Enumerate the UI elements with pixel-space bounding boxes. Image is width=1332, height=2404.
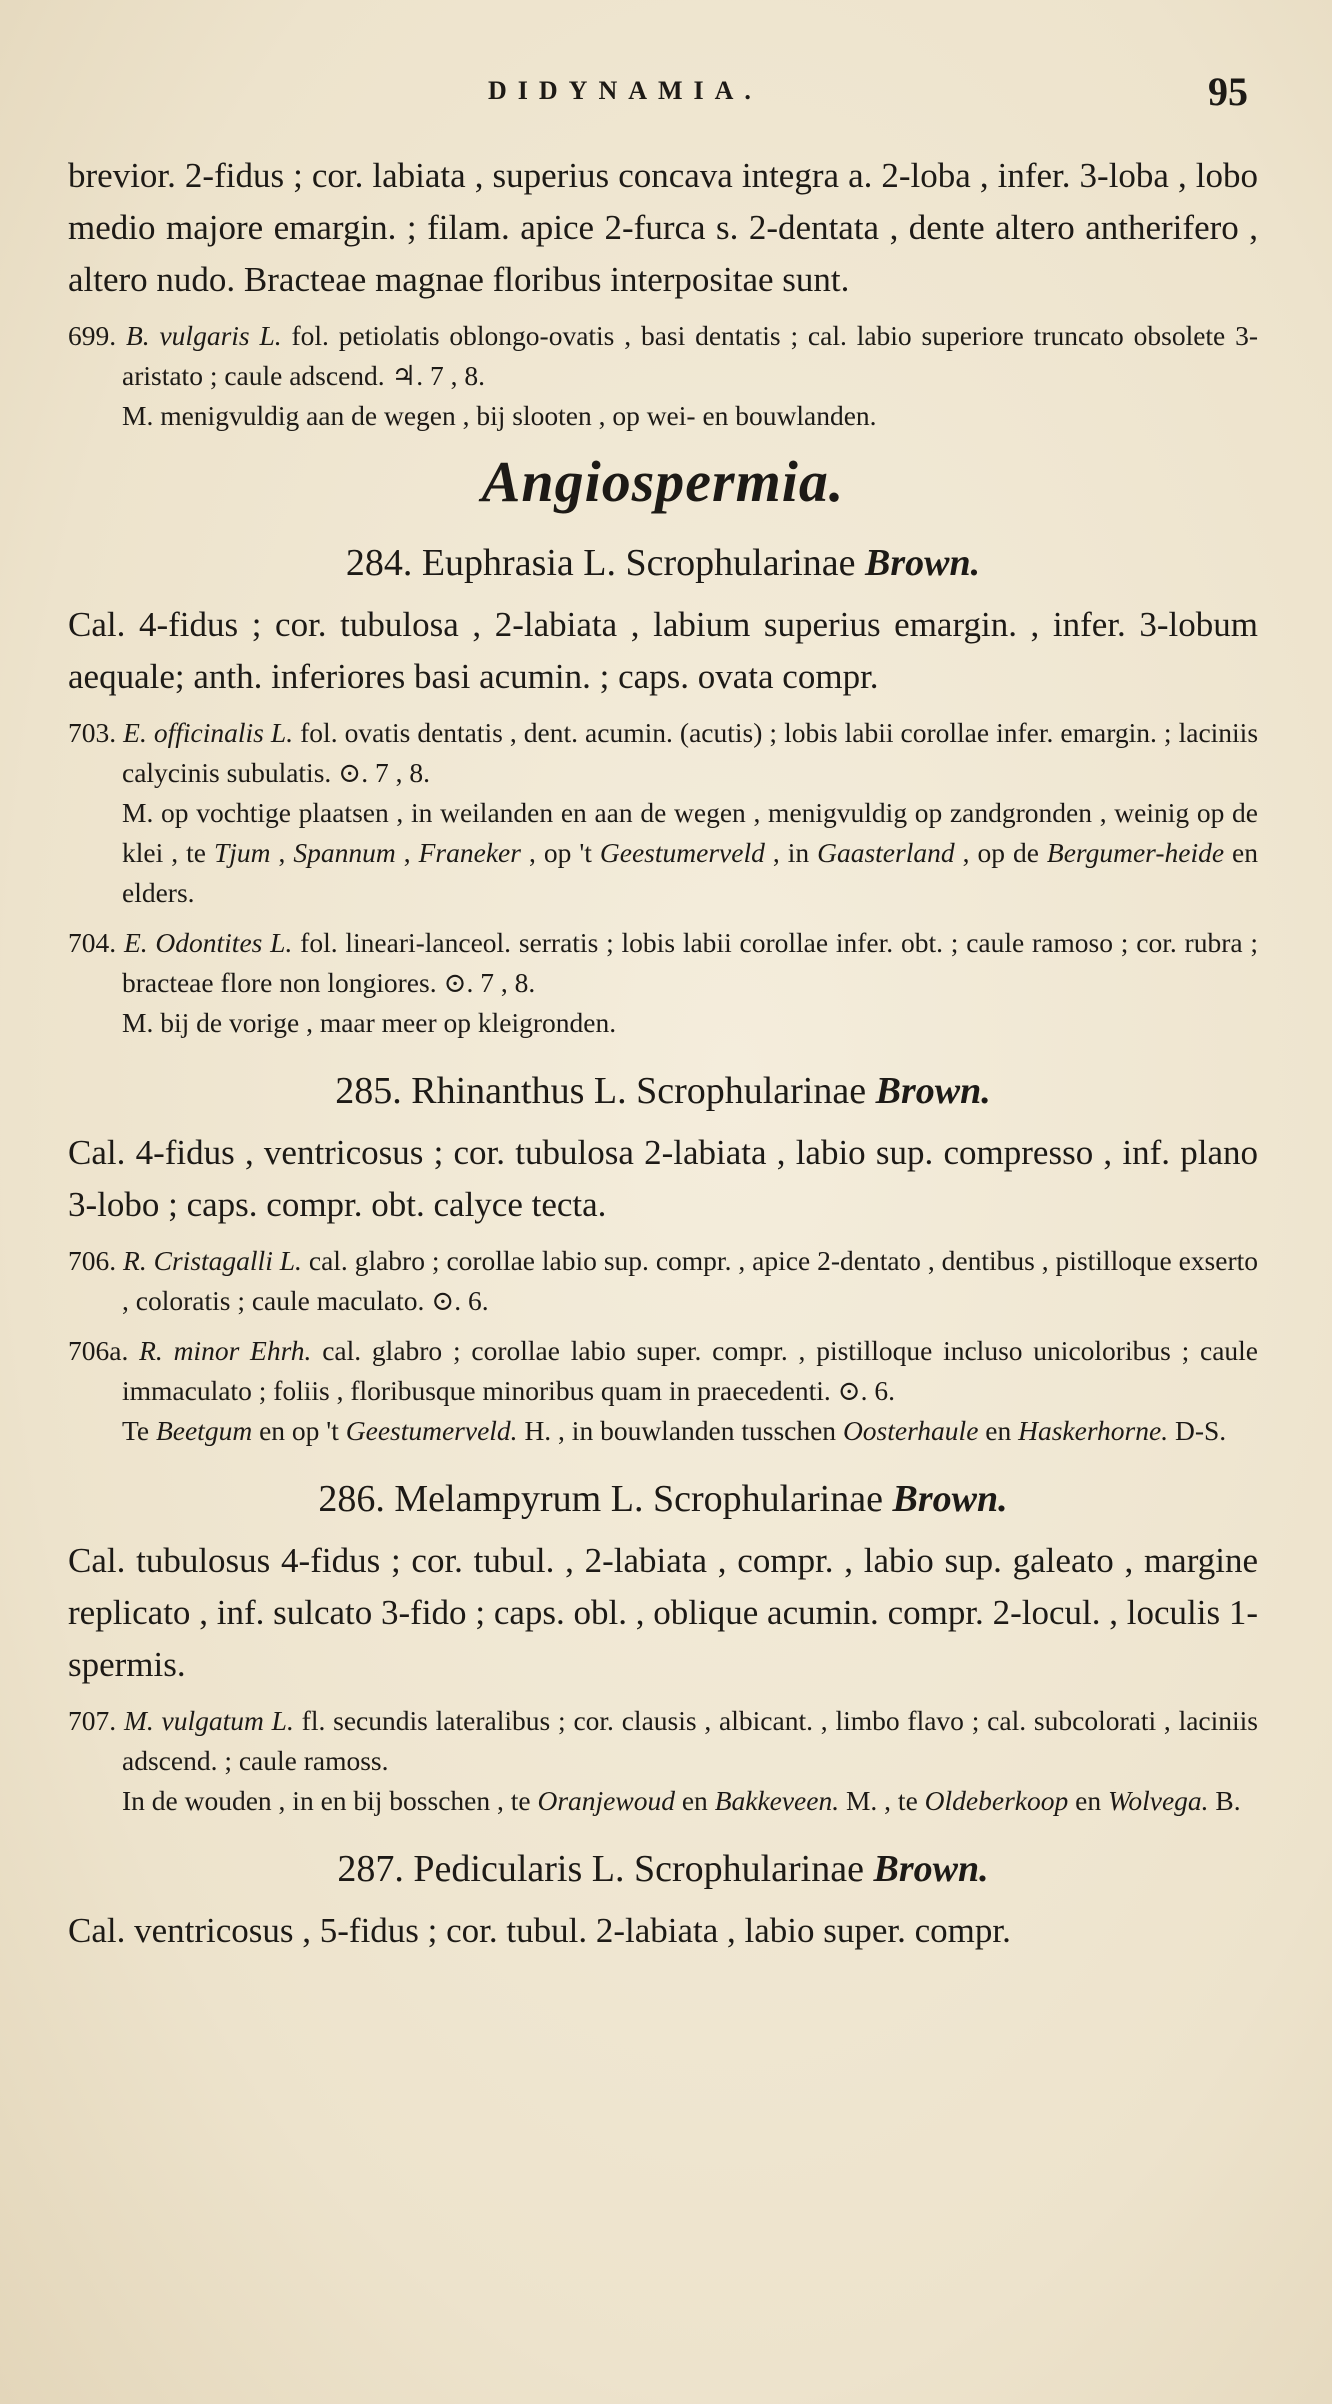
page-number: 95 (1208, 69, 1248, 114)
note-text: en op 't (252, 1415, 346, 1446)
note-text: In de wouden , in en bij bosschen , te (122, 1785, 538, 1816)
species-name: R. minor Ehrh. (139, 1335, 312, 1366)
genus-heading-author: Brown. (873, 1848, 989, 1890)
page-header (68, 69, 1248, 122)
species-707 (68, 1701, 1258, 1781)
place-name: Bakkeveen. (714, 1785, 840, 1816)
species-name: R. Cristagalli L. (123, 1245, 302, 1276)
species-706a (68, 1331, 1258, 1411)
species-number: 707. (68, 1705, 117, 1736)
genus-heading-text: 287. Pedicularis L. Scrophularinae (337, 1848, 864, 1890)
place-name: Geestumerveld. (345, 1415, 518, 1446)
species-description: fl. secundis lateralibus ; cor. clausis , albicant. , limbo flavo ; cal. subcolorati , laciniis adscend. ; caule ramoss. (122, 1705, 1259, 1776)
locality-note-703 (68, 793, 1258, 913)
intro-paragraph: brevior. 2-fidus ; cor. labiata , superius concava integra a. 2-loba , infer. 3-loba , lobo medio majore emargin. ; filam. apice 2-furca s. 2-dentata , dente altero antherifero , altero nudo. Bracteae magnae floribus interpositae sunt. (68, 156, 1258, 299)
page-content (68, 150, 1258, 1957)
genus-description-285: Cal. 4-fidus , ventricosus ; cor. tubulosa 2-labiata , labio sup. compresso , inf. plano 3-lobo ; caps. compr. obt. calyce tecta. (68, 1133, 1258, 1224)
species-name: M. vulgatum L. (123, 1705, 294, 1736)
species-706 (68, 1241, 1258, 1321)
note-text: M. , te (839, 1785, 925, 1816)
note-text: H. , in bouwlanden tusschen (517, 1415, 843, 1446)
note-text: en (674, 1785, 715, 1816)
genus-heading-284 (68, 533, 1258, 593)
note-text: Te (122, 1415, 156, 1446)
place-name: Oldeberkoop (924, 1785, 1069, 1816)
species-number: 703. (68, 717, 117, 748)
species-number: 699. (68, 320, 117, 351)
note-text: , in (764, 837, 818, 868)
species-number: 704. (68, 927, 117, 958)
genus-heading-text: 285. Rhinanthus L. Scrophularinae (335, 1070, 867, 1112)
place-name: Gaasterland (817, 837, 955, 868)
note-text: , (395, 837, 419, 868)
genus-heading-286 (68, 1469, 1258, 1529)
place-name: Beetgum (155, 1415, 253, 1446)
species-name: E. Odontites L. (123, 927, 293, 958)
genus-description-286: Cal. tubulosus 4-fidus ; cor. tubul. , 2-labiata , compr. , labio sup. galeato , margine replicato , inf. sulcato 3-fido ; caps. obl. , oblique acumin. compr. 2-locul. , loculis 1-spermis. (68, 1541, 1258, 1684)
place-name: Bergumer-heide (1046, 837, 1225, 868)
species-703 (68, 713, 1258, 793)
place-name: Wolvega. (1107, 1785, 1209, 1816)
species-description: fol. lineari-lanceol. serratis ; lobis labii corollae infer. obt. ; caule ramoso ; cor. rubra ; bracteae flore non longiores. ⊙. 7 , 8. (122, 927, 1259, 998)
note-text: , op de (954, 837, 1047, 868)
place-name: Oranjewoud (537, 1785, 675, 1816)
species-description: cal. glabro ; corollae labio super. compr. , pistilloque incluso unicoloribus ; caule immaculato ; foliis , floribusque minoribus quam in praecedenti. ⊙. 6. (122, 1335, 1258, 1406)
species-name: B. vulgaris L. (125, 320, 282, 351)
genus-heading-287 (68, 1839, 1258, 1899)
note-text: B. (1208, 1785, 1241, 1816)
place-name: Tjum (213, 837, 271, 868)
species-699 (68, 316, 1258, 396)
species-name: E. officinalis L. (123, 717, 294, 748)
species-description: fol. ovatis dentatis , dent. acumin. (acutis) ; lobis labii corollae infer. emargin. ; laciniis calycinis subulatis. ⊙. 7 , 8. (122, 717, 1259, 788)
note-text: en (1068, 1785, 1108, 1816)
genus-description-284: Cal. 4-fidus ; cor. tubulosa , 2-labiata , labium superius emargin. , infer. 3-lobum aequale; anth. inferiores basi acumin. ; caps. ovata compr. (68, 605, 1258, 696)
place-name: Haskerhorne. (1018, 1415, 1169, 1446)
species-704 (68, 923, 1258, 1003)
genus-heading-author: Brown. (892, 1478, 1008, 1520)
running-head: DIDYNAMIA. (488, 76, 762, 105)
note-text: en elders. (122, 837, 1258, 908)
note-text: en (978, 1415, 1019, 1446)
note-text: , (270, 837, 294, 868)
note-text: M. op vochtige plaatsen , in weilanden en aan de wegen , menigvuldig op zandgronden , weinig op de klei , te (122, 797, 1258, 868)
note-text: , op 't (520, 837, 600, 868)
species-description: cal. glabro ; corollae labio sup. compr. , apice 2-dentato , dentibus , pistilloque exserto , coloratis ; caule maculato. ⊙. 6. (122, 1245, 1258, 1316)
locality-note-699: M. menigvuldig aan de wegen , bij slooten , op wei- en bouwlanden. (122, 400, 877, 431)
genus-heading-author: Brown. (865, 542, 981, 584)
genus-heading-author: Brown. (875, 1070, 991, 1112)
species-number: 706a. (68, 1335, 129, 1366)
genus-heading-285 (68, 1061, 1258, 1121)
note-text: D-S. (1168, 1415, 1227, 1446)
genus-description-287: Cal. ventricosus , 5-fidus ; cor. tubul. 2-labiata , labio super. compr. (68, 1911, 1011, 1950)
species-description: fol. petiolatis oblongo-ovatis , basi dentatis ; cal. labio superiore truncato obsolete 3-aristato ; caule adscend. ♃. 7 , 8. (122, 320, 1259, 391)
species-number: 706. (68, 1245, 117, 1276)
place-name: Oosterhaule (842, 1415, 979, 1446)
genus-heading-text: 286. Melampyrum L. Scrophularinae (318, 1478, 883, 1520)
locality-note-704: M. bij de vorige , maar meer op kleigronden. (122, 1007, 617, 1038)
place-name: Geestumerveld (599, 837, 765, 868)
genus-heading-text: 284. Euphrasia L. Scrophularinae (345, 542, 856, 584)
locality-note-707 (68, 1781, 1258, 1821)
section-title: Angiospermia. (481, 449, 845, 514)
place-name: Franeker (418, 837, 521, 868)
place-name: Spannum (293, 837, 396, 868)
locality-note-706a (68, 1411, 1258, 1451)
